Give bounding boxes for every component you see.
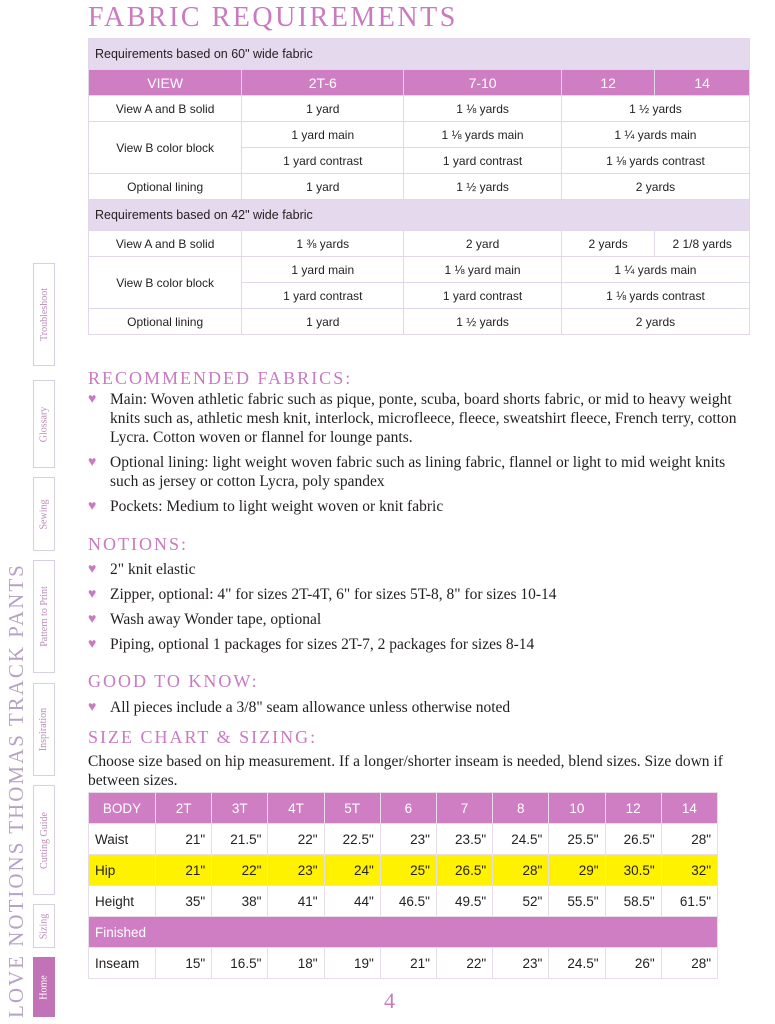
recommended-list — [88, 390, 750, 522]
list-item: ♥ Optional lining: light weight woven fabric such as lining fabric, flannel or light to mid weight knits such as jersey or cotton Lycra, poly spandex — [88, 454, 726, 490]
heart-icon: ♥ — [88, 499, 97, 514]
table-header-row: BODY 2T 3T 4T 5T 6 7 8 10 12 14 — [89, 793, 718, 824]
list-item: ♥ Main: Woven athletic fabric such as pique, ponte, scuba, board shorts fabric, or mid to heavy weight knits such as, athletic mesh knit, interlock, microfleece, fleece, sweatshirt fleece, French terry, cotton Lycra. Cotton woven or flannel for lounge pants. — [88, 391, 737, 446]
list-item: ♥ Piping, optional 1 packages for sizes 2T-7, 2 packages for sizes 8-14 — [88, 636, 535, 653]
list-item: ♥ Wash away Wonder tape, optional — [88, 611, 322, 628]
recommended-heading: RECOMMENDED FABRICS: — [88, 368, 353, 388]
table-row: Requirements based on 60" wide fabric — [89, 39, 750, 70]
tab-pattern-to-print[interactable]: Pattern to Print — [33, 560, 55, 673]
page-number: 4 — [384, 988, 395, 1013]
table-row: Finished — [89, 917, 718, 948]
good-to-know-list — [88, 698, 750, 723]
list-item: ♥ 2" knit elastic — [88, 561, 196, 578]
good-to-know-heading: GOOD TO KNOW: — [88, 671, 259, 691]
tab-inspiration[interactable]: Inspiration — [33, 683, 55, 776]
heart-icon: ♥ — [88, 562, 97, 577]
table-row: Waist 21" 21.5" 22" 22.5" 23" 23.5" 24.5" 25.5" 26.5" 28" — [89, 824, 718, 855]
sidebar-title: LOVE NOTIONS THOMAS TRACK PANTS — [4, 563, 28, 1018]
table-row: Optional lining 1 yard 1 ½ yards 2 yards — [89, 174, 750, 200]
table-row: View A and B solid 1 yard 1 ⅛ yards 1 ½ yards — [89, 96, 750, 122]
table-row: View A and B solid 1 ⅜ yards 2 yard 2 yards 2 1/8 yards — [89, 231, 750, 257]
tab-troubleshoot[interactable]: Troubleshoot — [33, 263, 55, 366]
table-row: Optional lining 1 yard 1 ½ yards 2 yards — [89, 309, 750, 335]
heart-icon: ♥ — [88, 700, 97, 715]
tab-sizing[interactable]: Sizing — [33, 904, 55, 948]
table-row: 1 yard contrast 1 yard contrast 1 ⅛ yards contrast — [89, 148, 750, 174]
table-header-row: VIEW 2T-6 7-10 12 14 — [89, 70, 750, 96]
notions-list — [88, 560, 750, 660]
side-tabs — [33, 263, 57, 1018]
tab-sewing[interactable]: Sewing — [33, 477, 55, 551]
sizing-text: Choose size based on hip measurement. If a longer/shorter inseam is needed, blend sizes. Size down if between sizes. — [88, 753, 723, 789]
tab-home[interactable]: Home — [33, 957, 55, 1017]
table-row: Height 35" 38" 41" 44" 46.5" 49.5" 52" 55.5" 58.5" 61.5" — [89, 886, 718, 917]
heart-icon: ♥ — [88, 392, 97, 407]
heart-icon: ♥ — [88, 455, 97, 470]
table-row: View B color block 1 yard main 1 ⅛ yards main 1 ¼ yards main — [89, 122, 750, 148]
notions-heading: NOTIONS: — [88, 534, 188, 554]
heart-icon: ♥ — [88, 612, 97, 627]
sizing-heading: SIZE CHART & SIZING: — [88, 727, 318, 747]
table-row: 1 yard contrast 1 yard contrast 1 ⅛ yards contrast — [89, 283, 750, 309]
heart-icon: ♥ — [88, 587, 97, 602]
list-item: ♥ Pockets: Medium to light weight woven or knit fabric — [88, 498, 444, 515]
tab-cutting-guide[interactable]: Cutting Guide — [33, 785, 55, 895]
heart-icon: ♥ — [88, 637, 97, 652]
tab-glossary[interactable]: Glossary — [33, 380, 55, 468]
size-chart-table — [88, 792, 718, 979]
fabric-requirements-table — [88, 38, 750, 335]
list-item: ♥ All pieces include a 3/8" seam allowance unless otherwise noted — [88, 699, 511, 716]
page-title: FABRIC REQUIREMENTS — [88, 2, 458, 33]
table-row: Hip 21" 22" 23" 24" 25" 26.5" 28" 29" 30.5" 32" — [89, 855, 718, 886]
table-row: Inseam 15" 16.5" 18" 19" 21" 22" 23" 24.5" 26" 28" — [89, 948, 718, 979]
table-row: View B color block 1 yard main 1 ⅛ yard main 1 ¼ yards main — [89, 257, 750, 283]
table-row: Requirements based on 42" wide fabric — [89, 200, 750, 231]
list-item: ♥ Zipper, optional: 4" for sizes 2T-4T, 6" for sizes 5T-8, 8" for sizes 10-14 — [88, 586, 557, 603]
